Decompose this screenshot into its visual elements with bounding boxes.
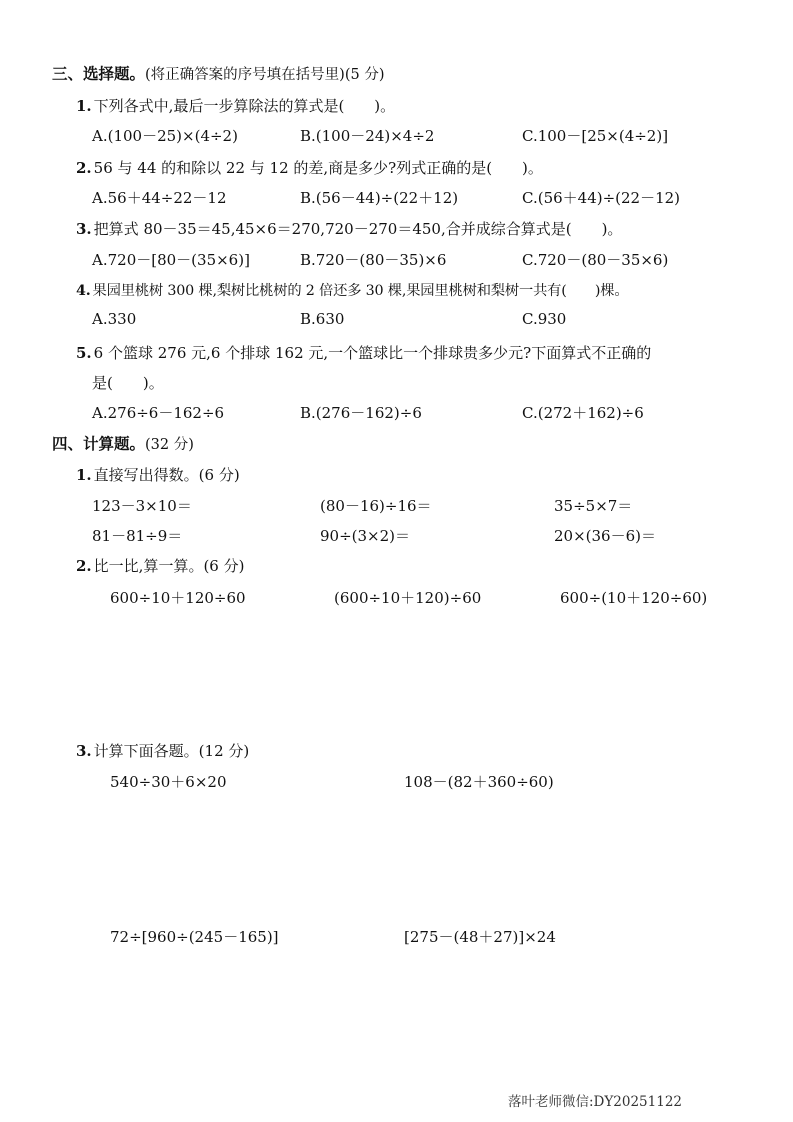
question-5 xyxy=(76,342,651,363)
option-c: C.720－(80－35×6) xyxy=(522,251,669,269)
question-number: 5. xyxy=(76,344,92,362)
option-b: B.720－(80－35)×6 xyxy=(300,251,447,269)
question-3 xyxy=(76,218,622,239)
oral-calc-expression: 123－3×10＝ xyxy=(92,497,192,515)
calc-expression: 108－(82＋360÷60) xyxy=(404,773,554,791)
section-3-heading xyxy=(52,62,384,84)
part-number: 3. xyxy=(76,742,92,760)
calc-expression: [275－(48＋27)]×24 xyxy=(404,928,556,946)
question-number: 2. xyxy=(76,159,92,177)
oral-calc-expression: 90÷(3×2)＝ xyxy=(320,527,411,545)
question-text: 把算式 80－35＝45,45×6＝270,720－270＝450,合并成综合算式是( )。 xyxy=(93,220,623,238)
oral-calc-expression: 35÷5×7＝ xyxy=(554,497,633,515)
compare-expression: 600÷(10＋120÷60) xyxy=(560,589,708,607)
section-4-title: 四、计算题。 xyxy=(52,434,146,453)
section-4-heading xyxy=(52,432,194,454)
question-text: 6 个篮球 276 元,6 个排球 162 元,一个篮球比一个排球贵多少元?下面算式不正确的 xyxy=(93,344,652,362)
option-a: A.330 xyxy=(92,310,137,328)
calc-expression: 72÷[960÷(245－165)] xyxy=(110,928,279,946)
question-5-continuation: 是( )。 xyxy=(92,374,164,392)
section-4-note: (32 分) xyxy=(145,437,194,453)
option-b: B.(100－24)×4÷2 xyxy=(300,127,435,145)
option-c: C.(56＋44)÷(22－12) xyxy=(522,189,681,207)
option-c: C.930 xyxy=(522,310,567,328)
part-2-heading xyxy=(76,555,244,576)
compare-expression: (600÷10＋120)÷60 xyxy=(334,589,482,607)
question-number: 4. xyxy=(76,283,91,299)
part-number: 1. xyxy=(76,466,92,484)
compare-expression: 600÷10＋120÷60 xyxy=(110,589,246,607)
option-c: C.(272＋162)÷6 xyxy=(522,404,644,422)
option-c: C.100－[25×(4÷2)] xyxy=(522,127,669,145)
oral-calc-expression: 81－81÷9＝ xyxy=(92,527,183,545)
calc-expression: 540÷30＋6×20 xyxy=(110,773,227,791)
footer-contact: 落叶老师微信:DY20251122 xyxy=(508,1094,682,1110)
question-2 xyxy=(76,157,543,178)
question-text: 56 与 44 的和除以 22 与 12 的差,商是多少?列式正确的是( )。 xyxy=(93,159,543,177)
question-number: 3. xyxy=(76,220,92,238)
section-3-title: 三、选择题。 xyxy=(52,64,146,83)
part-text: 计算下面各题。(12 分) xyxy=(93,742,250,760)
part-text: 比一比,算一算。(6 分) xyxy=(93,557,245,575)
question-1 xyxy=(76,95,395,116)
oral-calc-expression: (80－16)÷16＝ xyxy=(320,497,432,515)
option-b: B.(276－162)÷6 xyxy=(300,404,422,422)
section-3-note: (将正确答案的序号填在括号里)(5 分) xyxy=(145,67,385,83)
part-text: 直接写出得数。(6 分) xyxy=(93,466,240,484)
question-text: 果园里桃树 300 棵,梨树比桃树的 2 倍还多 30 棵,果园里桃树和梨树一共有( )棵。 xyxy=(92,283,629,299)
oral-calc-expression: 20×(36－6)＝ xyxy=(554,527,656,545)
part-number: 2. xyxy=(76,557,92,575)
question-number: 1. xyxy=(76,97,92,115)
option-b: B.630 xyxy=(300,310,345,328)
option-a: A.(100－25)×(4÷2) xyxy=(92,127,238,145)
option-b: B.(56－44)÷(22＋12) xyxy=(300,189,459,207)
part-1-heading xyxy=(76,464,240,485)
question-text: 下列各式中,最后一步算除法的算式是( )。 xyxy=(93,97,396,115)
option-a: A.720－[80－(35×6)] xyxy=(92,251,250,269)
question-4 xyxy=(76,280,628,300)
option-a: A.56＋44÷22－12 xyxy=(92,189,227,207)
option-a: A.276÷6－162÷6 xyxy=(92,404,225,422)
part-3-heading xyxy=(76,740,249,761)
